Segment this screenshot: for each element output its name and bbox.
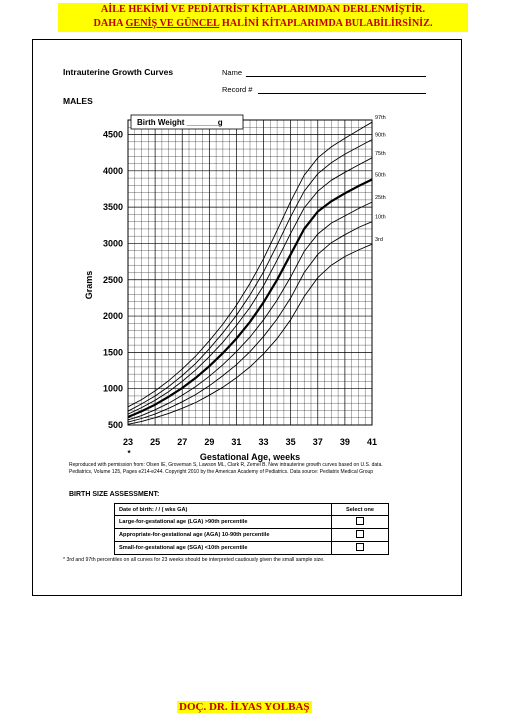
percentile-label-90th: 90th <box>375 132 386 139</box>
assessment-title: BIRTH SIZE ASSESSMENT: <box>69 491 160 498</box>
sex-heading: MALES <box>63 96 93 106</box>
y-tick-label: 2000 <box>102 311 123 322</box>
x-tick-label: 29 <box>204 437 215 447</box>
lga-label: Large-for-gestational age (LGA) >90th percentile <box>115 516 332 529</box>
footnote: * 3rd and 97th percentiles on all curves for 23 weeks should be interpreted cautiously given the small sample size. <box>63 557 325 563</box>
y-tick-label: 500 <box>107 420 123 430</box>
assessment-table <box>114 503 389 555</box>
x-tick-label: 33 <box>258 437 269 447</box>
y-tick-label: 2500 <box>102 274 123 285</box>
percentile-label-97th: 97th <box>375 115 386 122</box>
x-tick-label: 37 <box>312 437 323 447</box>
percentile-label-25th: 25th <box>375 195 386 202</box>
y-axis-label: Grams <box>84 270 94 300</box>
form-title: Intrauterine Growth Curves <box>63 67 174 77</box>
banner-line-2: DAHA GENİŞ VE GÜNCEL HALİNİ KİTAPLARIMDA BULABİLİRSİNİZ. <box>93 18 433 29</box>
x-tick-label: 39 <box>339 437 350 447</box>
x-tick-label: 23 <box>122 437 134 447</box>
x-axis-asterisk: * <box>127 449 131 458</box>
x-tick-label: 31 <box>231 437 242 447</box>
y-tick-label: 3500 <box>102 202 123 213</box>
y-tick-label: 4500 <box>102 129 123 140</box>
aga-label: Appropriate-for-gestational age (AGA) 10-90th percentile <box>115 529 332 542</box>
x-axis-label: Gestational Age, weeks <box>199 452 301 462</box>
select-header: Select one <box>332 504 389 516</box>
percentile-label-10th: 10th <box>375 214 386 221</box>
lga-checkbox-cell <box>332 516 389 529</box>
sga-label: Small-for-gestational age (SGA) <10th percentile <box>115 542 332 555</box>
sga-checkbox[interactable] <box>356 543 364 551</box>
chart-grid <box>128 120 372 425</box>
x-tick-label: 35 <box>285 437 296 447</box>
record-label: Record # <box>222 85 253 94</box>
sga-checkbox-cell <box>332 542 389 555</box>
name-label: Name <box>222 68 243 77</box>
x-tick-label: 41 <box>366 437 378 447</box>
citation-text: Reproduced with permission from: Olsen IE, Groveman S, Lawson ML, Clark R, Zemel B. New intrauterine growth curves based on U.S. data. Pediatrics, Volume 125, Pages e214-e244. Copyright 2010 by the American Academy of Pediatrics. Data source: Pediatrix Medical Group <box>69 462 383 475</box>
birth-weight-label: Birth Weight _______g <box>137 118 223 127</box>
y-tick-label: 3000 <box>102 238 123 249</box>
percentile-label-3rd: 3rd <box>375 237 383 244</box>
banner-line-1: AİLE HEKİMİ VE PEDİATRİST KİTAPLARIMDAN DERLENMİŞTİR. <box>100 4 426 15</box>
lga-checkbox[interactable] <box>356 517 364 525</box>
x-tick-label: 25 <box>150 437 161 447</box>
aga-checkbox[interactable] <box>356 530 364 538</box>
aga-checkbox-cell <box>332 529 389 542</box>
y-tick-label: 4000 <box>102 165 123 176</box>
date-of-birth-cell[interactable]: Date of birth: / / ( wks GA) <box>115 504 332 516</box>
author-footer: DOÇ. DR. İLYAS YOLBAŞ <box>179 701 310 713</box>
x-tick-label: 27 <box>177 437 188 447</box>
y-tick-label: 1500 <box>102 347 123 358</box>
percentile-label-50th: 50th <box>375 172 386 179</box>
percentile-label-75th: 75th <box>375 150 386 157</box>
y-tick-label: 1000 <box>102 383 123 394</box>
